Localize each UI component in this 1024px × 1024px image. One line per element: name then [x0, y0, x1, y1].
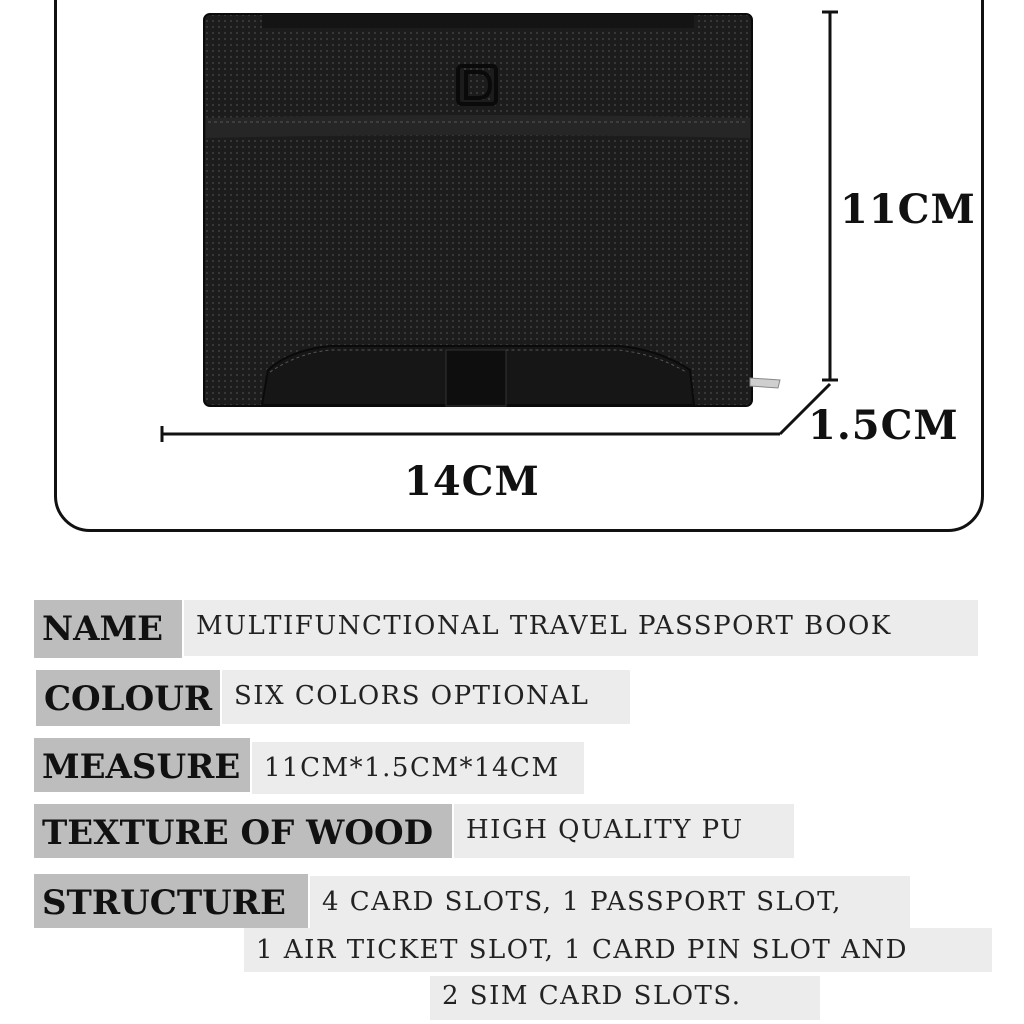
- spec-structure-value-line2: 1 AIR TICKET SLOT, 1 CARD PIN SLOT AND: [244, 928, 992, 972]
- spec-name-label: NAME: [34, 600, 182, 658]
- spec-colour-label: COLOUR: [36, 670, 220, 726]
- spec-structure-label: STRUCTURE: [34, 874, 308, 928]
- spec-name-value: MULTIFUNCTIONAL TRAVEL PASSPORT BOOK: [184, 600, 978, 656]
- spec-measure-value: 11CM*1.5CM*14CM: [252, 742, 584, 794]
- height-dimension-label: 11CM: [840, 186, 976, 233]
- spec-texture-label: TEXTURE OF WOOD: [34, 804, 452, 858]
- spec-measure-label: MEASURE: [34, 738, 250, 792]
- spec-colour-value: SIX COLORS OPTIONAL: [222, 670, 630, 724]
- spec-structure-value-line1: 4 CARD SLOTS, 1 PASSPORT SLOT,: [310, 876, 910, 928]
- spec-texture-value: HIGH QUALITY PU: [454, 804, 794, 858]
- passport-wallet: [204, 14, 780, 406]
- width-dimension-label: 14CM: [404, 458, 540, 505]
- spec-structure-value-line3: 2 SIM CARD SLOTS.: [430, 976, 820, 1020]
- depth-dimension-label: 1.5CM: [808, 402, 959, 449]
